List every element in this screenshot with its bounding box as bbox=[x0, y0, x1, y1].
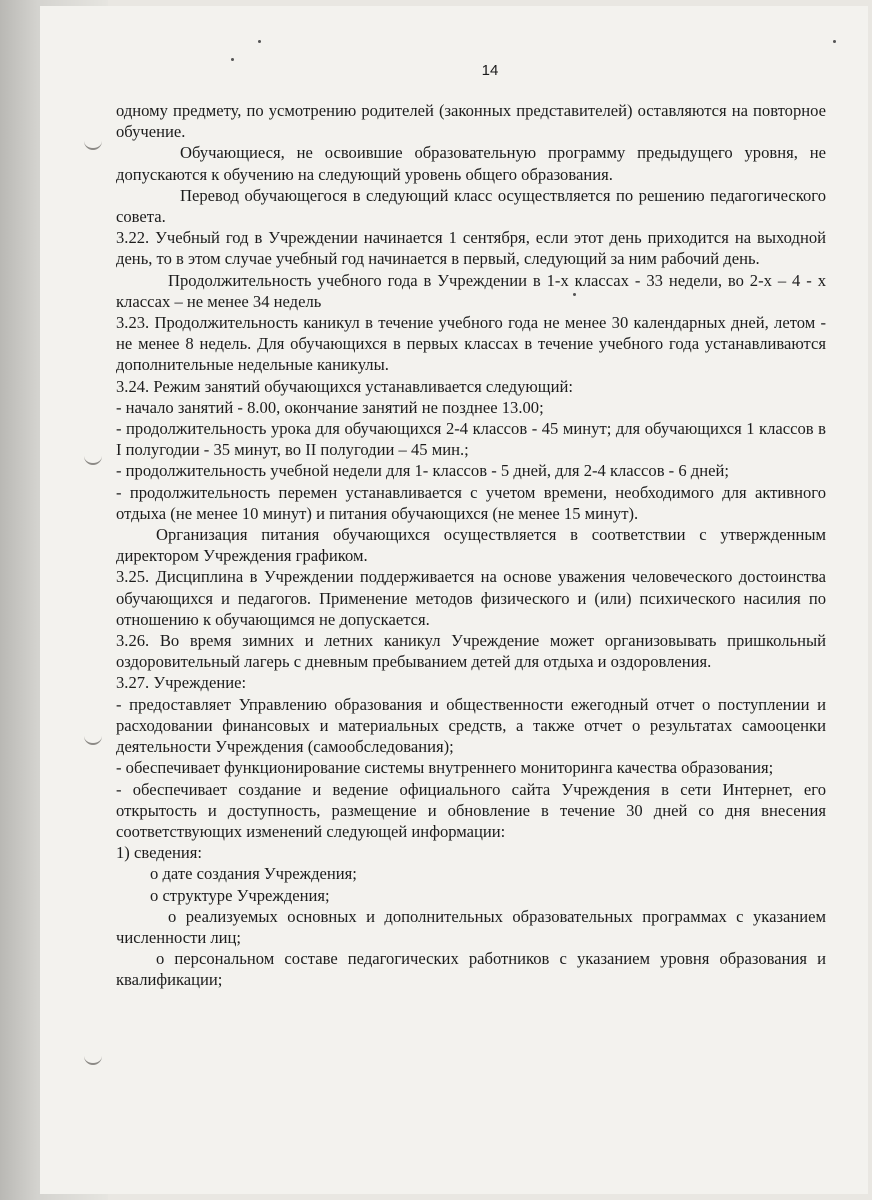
paragraph: 3.22. Учебный год в Учреждении начинается 1 сентября, если этот день приходится на выходной день, то в этом случае учебный год начинается в первый, следующий за ним рабочий день. bbox=[116, 228, 826, 269]
paragraph: 3.26. Во время зимних и летних каникул Учреждение может организовывать пришкольный оздоровительный лагерь с дневным пребыванием детей для отдыха и оздоровления. bbox=[116, 631, 826, 672]
list-item: - предоставляет Управлению образования и общественности ежегодный отчет о поступлении и расходовании финансовых и материальных средств, а также отчет о результатах самооценки деятельности Учреждения (самообследования); bbox=[116, 694, 826, 757]
page-number: 14 bbox=[481, 62, 499, 79]
scan-speck bbox=[231, 58, 234, 61]
list-item: о дате создания Учреждения; bbox=[150, 864, 357, 884]
scan-speck bbox=[258, 40, 261, 43]
list-item: - продолжительность учебной недели для 1- классов - 5 дней, для 2-4 классов - 6 дней; bbox=[116, 461, 729, 481]
list-item: о реализуемых основных и дополнительных образовательных программах с указанием численности лиц; bbox=[116, 906, 826, 947]
list-item: - обеспечивает функционирование системы внутреннего мониторинга качества образования; bbox=[116, 758, 774, 778]
list-item: о структуре Учреждения; bbox=[150, 885, 330, 905]
document-body bbox=[116, 100, 826, 991]
paragraph: 3.25. Дисциплина в Учреждении поддерживается на основе уважения человеческого достоинства обучающихся и педагогов. Применение методов физического и (или) психического насилия по отношению к обучающимся не допускается. bbox=[116, 567, 826, 629]
paragraph: Обучающиеся, не освоившие образовательную программу предыдущего уровня, не допускаются к обучению на следующий уровень общего образования. bbox=[116, 143, 826, 184]
paragraph: одному предмету, по усмотрению родителей (законных представителей) оставляются на повторное обучение. bbox=[116, 101, 826, 142]
paragraph: 3.23. Продолжительность каникул в течение учебного года не менее 30 календарных дней, летом - не менее 8 недель. Для обучающихся в первых классах в течение учебного года устанавливаются дополнительные недельные каникулы. bbox=[116, 313, 826, 375]
paragraph: 3.27. Учреждение: bbox=[116, 673, 247, 693]
paragraph: Организация питания обучающихся осуществляется в соответствии с утвержденным директором Учреждения графиком. bbox=[116, 525, 826, 566]
list-item: о персональном составе педагогических работников с указанием уровня образования и квалификации; bbox=[116, 949, 826, 990]
list-item: - начало занятий - 8.00, окончание занятий не позднее 13.00; bbox=[116, 397, 544, 417]
list-item: - продолжительность урока для обучающихся 2-4 классов - 45 минут; для обучающихся 1 классов в I полугодии - 35 минут, во II полугодии – 45 мин.; bbox=[116, 419, 826, 460]
paragraph: 3.24. Режим занятий обучающихся устанавливается следующий: bbox=[116, 376, 573, 396]
list-item: - продолжительность перемен устанавливается с учетом времени, необходимого для активного отдыха (не менее 10 минут) и питания обучающихся (не менее 15 минут). bbox=[116, 482, 826, 523]
list-item: - обеспечивает создание и ведение официального сайта Учреждения в сети Интернет, его открытость и доступность, размещение и обновление в течение 30 дней со дня внесения соответствующих изменений следующей информации: bbox=[116, 779, 826, 841]
list-item: 1) сведения: bbox=[116, 843, 203, 863]
paragraph: Продолжительность учебного года в Учреждении в 1-х классах - 33 недели, во 2-х – 4 - х классах – не менее 34 недель bbox=[116, 270, 826, 311]
scan-speck bbox=[833, 40, 836, 43]
paragraph: Перевод обучающегося в следующий класс осуществляется по решению педагогического совета. bbox=[116, 185, 826, 227]
